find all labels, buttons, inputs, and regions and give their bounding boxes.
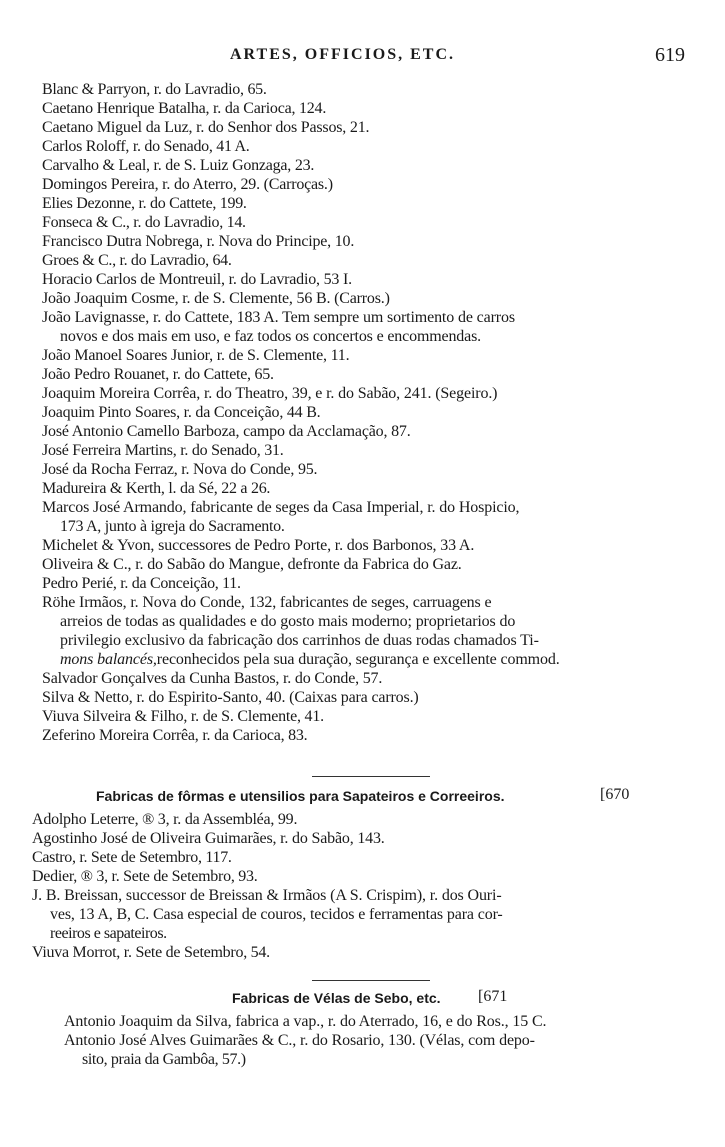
list-item xyxy=(0,270,725,289)
list-item xyxy=(0,137,725,156)
list-item xyxy=(0,848,725,867)
list-item xyxy=(0,536,725,555)
list-item xyxy=(0,251,725,270)
entry-line: Dedier, ® 3, r. Sete de Setembro, 93. xyxy=(32,868,258,885)
entry-line: Fonseca & C., r. do Lavradio, 14. xyxy=(42,214,246,231)
list-item xyxy=(0,829,725,848)
list-item xyxy=(0,80,725,99)
entry-line: Carvalho & Leal, r. de S. Luiz Gonzaga, 23. xyxy=(42,157,315,174)
entry-line: Caetano Henrique Batalha, r. da Carioca, 124. xyxy=(42,100,327,117)
list-item xyxy=(0,99,725,118)
section-divider xyxy=(312,980,430,981)
section-3-entries xyxy=(0,1012,725,1069)
entry-line: Domingos Pereira, r. do Aterro, 29. (Carroças.) xyxy=(42,176,333,193)
entry-line: Viuva Silveira & Filho, r. de S. Clemente, 41. xyxy=(42,708,324,725)
entry-line: Joaquim Pinto Soares, r. da Conceição, 44 B. xyxy=(42,404,321,421)
section-heading-text: Fabricas de fôrmas e utensilios para Sapateiros e Correeiros. xyxy=(96,788,505,804)
list-item xyxy=(0,810,725,829)
entry-line: Horacio Carlos de Montreuil, r. do Lavradio, 53 I. xyxy=(42,271,352,288)
entry-line: João Joaquim Cosme, r. de S. Clemente, 56 B. (Carros.) xyxy=(42,290,390,307)
entry-line: Joaquim Moreira Corrêa, r. do Theatro, 39, e r. do Sabão, 241. (Segeiro.) xyxy=(42,385,498,402)
entry-line: Carlos Roloff, r. do Senado, 41 A. xyxy=(42,138,250,155)
list-item xyxy=(0,688,725,707)
entry-line: Michelet & Yvon, successores de Pedro Porte, r. dos Barbonos, 33 A. xyxy=(42,537,475,554)
entry-line: Caetano Miguel da Luz, r. do Senhor dos Passos, 21. xyxy=(42,119,370,136)
list-item xyxy=(0,346,725,365)
page-number: 619 xyxy=(655,44,685,66)
section-heading-text: Fabricas de Vélas de Sebo, etc. xyxy=(232,990,441,1006)
entry-line: reeiros e sapateiros. xyxy=(50,925,167,942)
list-item xyxy=(0,498,725,536)
list-item xyxy=(0,707,725,726)
entry-line: Oliveira & C., r. do Sabão do Mangue, defronte da Fabrica do Gaz. xyxy=(42,556,462,573)
list-item xyxy=(0,1031,725,1069)
entry-line: Viuva Morrot, r. Sete de Setembro, 54. xyxy=(32,944,270,961)
list-item xyxy=(0,1012,725,1031)
list-item xyxy=(0,886,725,943)
list-item xyxy=(0,118,725,137)
list-item xyxy=(0,593,725,669)
list-item xyxy=(0,308,725,346)
entry-line: José da Rocha Ferraz, r. Nova do Conde, 95. xyxy=(42,461,318,478)
list-item xyxy=(0,403,725,422)
section-1-entries xyxy=(0,80,725,745)
list-item xyxy=(0,175,725,194)
list-item xyxy=(0,441,725,460)
entry-line: Salvador Gonçalves da Cunha Bastos, r. do Conde, 57. xyxy=(42,670,383,687)
list-item xyxy=(0,726,725,745)
entry-line: J. B. Breissan, successor de Breissan & Irmãos (A S. Crispim), r. dos Ouri- xyxy=(32,887,502,904)
list-item xyxy=(0,213,725,232)
running-title: ARTES, OFFICIOS, ETC. xyxy=(230,46,456,63)
section-2-entries xyxy=(0,810,725,962)
list-item xyxy=(0,460,725,479)
list-item xyxy=(0,867,725,886)
entry-line: Agostinho José de Oliveira Guimarães, r. do Sabão, 143. xyxy=(32,830,385,847)
entry-line: Elies Dezonne, r. do Cattete, 199. xyxy=(42,195,247,212)
entry-line: Castro, r. Sete de Setembro, 117. xyxy=(32,849,232,866)
list-item xyxy=(0,943,725,962)
entry-line: Groes & C., r. do Lavradio, 64. xyxy=(42,252,232,269)
list-item xyxy=(0,194,725,213)
list-item xyxy=(0,669,725,688)
list-item xyxy=(0,156,725,175)
section-code: [670 xyxy=(600,786,630,803)
entry-line: José Antonio Camello Barboza, campo da Acclamação, 87. xyxy=(42,423,411,440)
page-header xyxy=(0,46,725,72)
italic-term: mons balancés, xyxy=(60,651,157,668)
entry-line: Zeferino Moreira Corrêa, r. da Carioca, 83. xyxy=(42,727,308,744)
entry-line: 173 A, junto à igreja do Sacramento. xyxy=(60,518,285,535)
entry-line: Silva & Netto, r. do Espirito-Santo, 40. (Caixas para carros.) xyxy=(42,689,419,706)
entry-line: Adolpho Leterre, ® 3, r. da Assembléa, 99. xyxy=(32,811,298,828)
entry-line: Pedro Perié, r. da Conceição, 11. xyxy=(42,575,241,592)
entry-line: Röhe Irmãos, r. Nova do Conde, 132, fabricantes de seges, carruagens e xyxy=(42,594,492,611)
list-item xyxy=(0,479,725,498)
list-item xyxy=(0,289,725,308)
list-item xyxy=(0,422,725,441)
entry-line: Francisco Dutra Nobrega, r. Nova do Principe, 10. xyxy=(42,233,355,250)
entry-line: João Manoel Soares Junior, r. de S. Clemente, 11. xyxy=(42,347,350,364)
entry-line: Marcos José Armando, fabricante de seges da Casa Imperial, r. do Hospicio, xyxy=(42,499,520,516)
section-code: [671 xyxy=(478,988,508,1005)
section-divider xyxy=(312,776,430,777)
entry-line: sito, praia da Gambôa, 57.) xyxy=(82,1051,246,1068)
entry-line: João Lavignasse, r. do Cattete, 183 A. Tem sempre um sortimento de carros xyxy=(42,309,515,326)
entry-line: arreios de todas as qualidades e do gosto mais moderno; proprietarios do xyxy=(60,613,516,630)
entry-line: privilegio exclusivo da fabricação dos carrinhos de duas rodas chamados Ti- xyxy=(60,632,539,649)
entry-line: José Ferreira Martins, r. do Senado, 31. xyxy=(42,442,284,459)
entry-line: novos e dos mais em uso, e faz todos os concertos e encommendas. xyxy=(60,328,482,345)
entry-line: ves, 13 A, B, C. Casa especial de couros, tecidos e ferramentas para cor- xyxy=(50,906,503,923)
entry-line-tail: reconhecidos pela sua duração, segurança e excellente commod. xyxy=(156,651,560,668)
list-item xyxy=(0,555,725,574)
entry-line: Antonio José Alves Guimarães & C., r. do Rosario, 130. (Vélas, com depo- xyxy=(64,1032,535,1049)
entry-line xyxy=(42,650,725,669)
entry-line: Madureira & Kerth, l. da Sé, 22 a 26. xyxy=(42,480,271,497)
list-item xyxy=(0,365,725,384)
list-item xyxy=(0,232,725,251)
entry-line: Antonio Joaquim da Silva, fabrica a vap., r. do Aterrado, 16, e do Ros., 15 C. xyxy=(64,1013,547,1030)
list-item xyxy=(0,574,725,593)
entry-line: João Pedro Rouanet, r. do Cattete, 65. xyxy=(42,366,274,383)
list-item xyxy=(0,384,725,403)
entry-line: Blanc & Parryon, r. do Lavradio, 65. xyxy=(42,81,267,98)
